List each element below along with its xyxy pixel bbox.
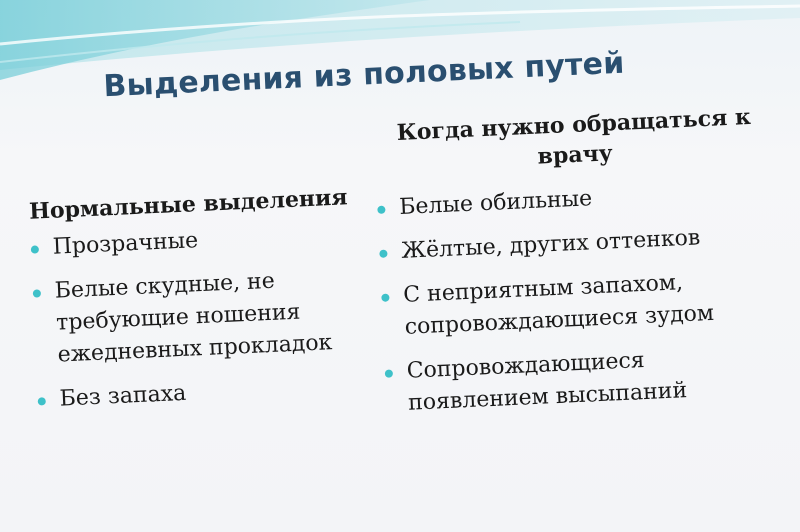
list-item (377, 175, 778, 225)
see-doctor-heading: Когда нужно обращаться к врачу (396, 103, 752, 170)
see-doctor-column (373, 101, 787, 433)
bullet-icon (377, 206, 385, 214)
list-item-text: Сопровождающиеся появлением высыпаний (406, 348, 688, 416)
see-doctor-list (377, 175, 787, 421)
list-item-text: Жёлтые, других оттенков (400, 225, 701, 264)
bullet-icon (31, 245, 39, 253)
list-item (37, 368, 398, 416)
bullet-icon (381, 294, 389, 302)
list-item (384, 339, 786, 421)
slide-title: Выделения из половых путей (102, 45, 626, 105)
list-item-text: Прозрачные (52, 228, 199, 260)
normal-discharge-heading: Нормальные выделения (28, 184, 349, 225)
normal-discharge-column (28, 180, 398, 428)
list-item-text: С неприятным запахом, сопровождающиеся зудом (402, 270, 715, 340)
normal-discharge-list (30, 216, 398, 416)
bullet-icon (379, 250, 387, 258)
bullet-icon (33, 289, 41, 297)
bullet-icon (38, 397, 46, 405)
list-item-text: Белые скудные, не требующие ношения ежедневных прокладок (54, 268, 333, 368)
list-item (32, 260, 396, 372)
list-item-text: Без запаха (59, 380, 187, 412)
list-item (379, 219, 780, 269)
list-item (381, 263, 783, 345)
bullet-icon (385, 369, 393, 377)
list-item-text: Белые обильные (398, 186, 593, 220)
